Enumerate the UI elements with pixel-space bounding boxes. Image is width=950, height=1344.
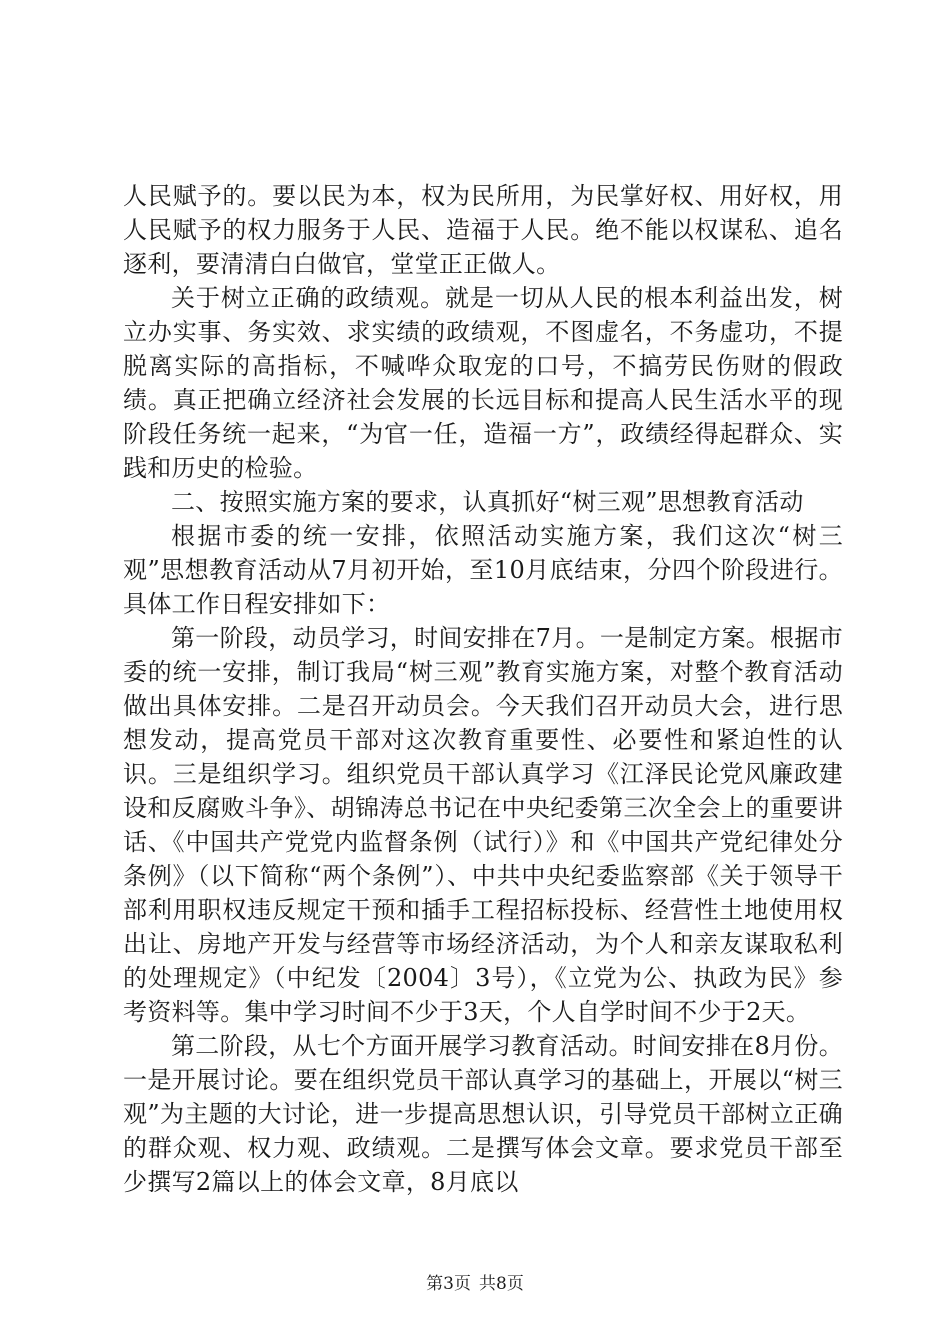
paragraph-5: 第二阶段，从七个方面开展学习教育活动。时间安排在8月份。一是开展讨论。要在组织党员干部认真学习的基础上，开展以“树三观”为主题的大讨论，进一步提高思想认识，引导党员干部树立正确的群众观、权力观、政绩观。二是撰写体会文章。要求党员干部至少撰写2篇以上的体会文章，8月底以 [123, 1032, 843, 1196]
document-body [123, 179, 843, 1199]
paragraph-3: 根据市委的统一安排，依照活动实施方案，我们这次“树三观”思想教育活动从7月初开始，至10月底结束，分四个阶段进行。具体工作日程安排如下： [123, 522, 843, 618]
page-footer [0, 1272, 950, 1296]
page-number: 第3页 [426, 1274, 471, 1294]
paragraph-2: 关于树立正确的政绩观。就是一切从人民的根本利益出发，树立办实事、务实效、求实绩的政绩观，不图虚名，不务虚功，不提脱离实际的高指标，不喊哗众取宠的口号，不搞劳民伤财的假政绩。真正把确立经济社会发展的长远目标和提高人民生活水平的现阶段任务统一起来，“为官一任，造福一方”，政绩经得起群众、实践和历史的检验。 [123, 284, 843, 482]
paragraph-4: 第一阶段，动员学习，时间安排在7月。一是制定方案。根据市委的统一安排，制订我局“树三观”教育实施方案，对整个教育活动做出具体安排。二是召开动员会。今天我们召开动员大会，进行思想发动，提高党员干部对这次教育重要性、必要性和紧迫性的认识。三是组织学习。组织党员干部认真学习《江泽民论党风廉政建设和反腐败斗争》、胡锦涛总书记在中央纪委第三次全会上的重要讲话、《中国共产党党内监督条例（试行）》和《中国共产党纪律处分条例》（以下简称“两个条例”）、中共中央纪委监察部《关于领导干部利用职权违反规定干预和插手工程招标投标、经营性土地使用权出让、房地产开发与经营等市场经济活动，为个人和亲友谋取私利的处理规定》（中纪发〔2004〕3号），《立党为公、执政为民》参考资料等。集中学习时间不少于3天，个人自学时间不少于2天。 [123, 624, 843, 1026]
section-heading: 二、按照实施方案的要求，认真抓好“树三观”思想教育活动 [171, 488, 804, 516]
page-total: 共8页 [479, 1274, 524, 1294]
paragraph-1: 人民赋予的。要以民为本，权为民所用，为民掌好权、用好权，用人民赋予的权力服务于人民、造福于人民。绝不能以权谋私、追名逐利，要清清白白做官，堂堂正正做人。 [123, 182, 843, 278]
